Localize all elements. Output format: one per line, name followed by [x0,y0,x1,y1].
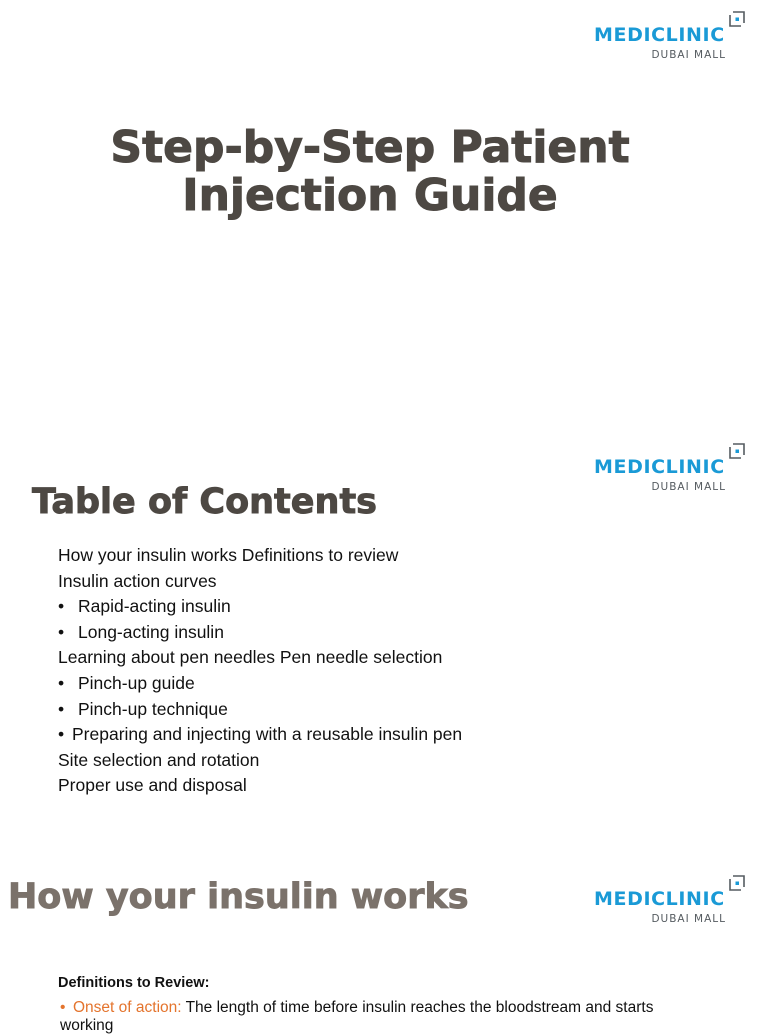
toc-item: • Long-acting insulin [58,620,462,646]
logo-location: DUBAI MALL [651,49,726,61]
cover-title-line-2: Injection Guide [182,170,558,221]
toc-heading: Table of Contents [32,482,378,522]
logo-wordmark: MEDICLINIC [594,456,725,478]
slide-table-of-contents [0,432,768,864]
toc-item: • Preparing and injecting with a reusable insulin pen [58,722,462,748]
slide-how-insulin-works [0,864,768,1034]
definition-item [60,999,700,1035]
logo-square-icon [728,10,746,28]
toc-item: • Pinch-up technique [58,697,462,723]
mediclinic-logo [594,440,746,498]
cover-title [0,124,740,220]
bullet-icon: • [58,596,65,617]
slide-cover [0,0,768,432]
definitions-label: Definitions to Review: [58,975,210,991]
toc-item: Insulin action curves [58,570,217,591]
toc-item: Learning about pen needles Pen needle selection [58,647,443,668]
mediclinic-logo [594,8,746,66]
toc-item: How your insulin works Definitions to review [58,545,399,565]
logo-square-icon [728,442,746,460]
definition-text: The length of time before insulin reaches the bloodstream and starts working [60,999,654,1034]
bullet-icon: • [60,999,66,1016]
logo-square-icon [728,874,746,892]
bullet-icon: • [58,724,65,745]
logo-wordmark: MEDICLINIC [594,24,725,46]
logo-location: DUBAI MALL [651,481,726,493]
definition-term: Onset of action: [73,999,182,1016]
logo-location: DUBAI MALL [651,913,726,925]
insulin-works-heading: How your insulin works [8,877,469,917]
bullet-icon: • [58,698,65,719]
toc-item: Proper use and disposal [58,775,247,796]
mediclinic-logo [594,872,746,930]
toc-item: Site selection and rotation [58,749,260,770]
toc-item: • Rapid-acting insulin [58,594,462,620]
bullet-icon: • [58,672,65,693]
cover-title-line-1: Step-by-Step Patient [110,122,630,173]
toc-item: • Pinch-up guide [58,671,462,697]
toc-list [58,543,462,799]
logo-wordmark: MEDICLINIC [594,888,725,910]
bullet-icon: • [58,621,65,642]
